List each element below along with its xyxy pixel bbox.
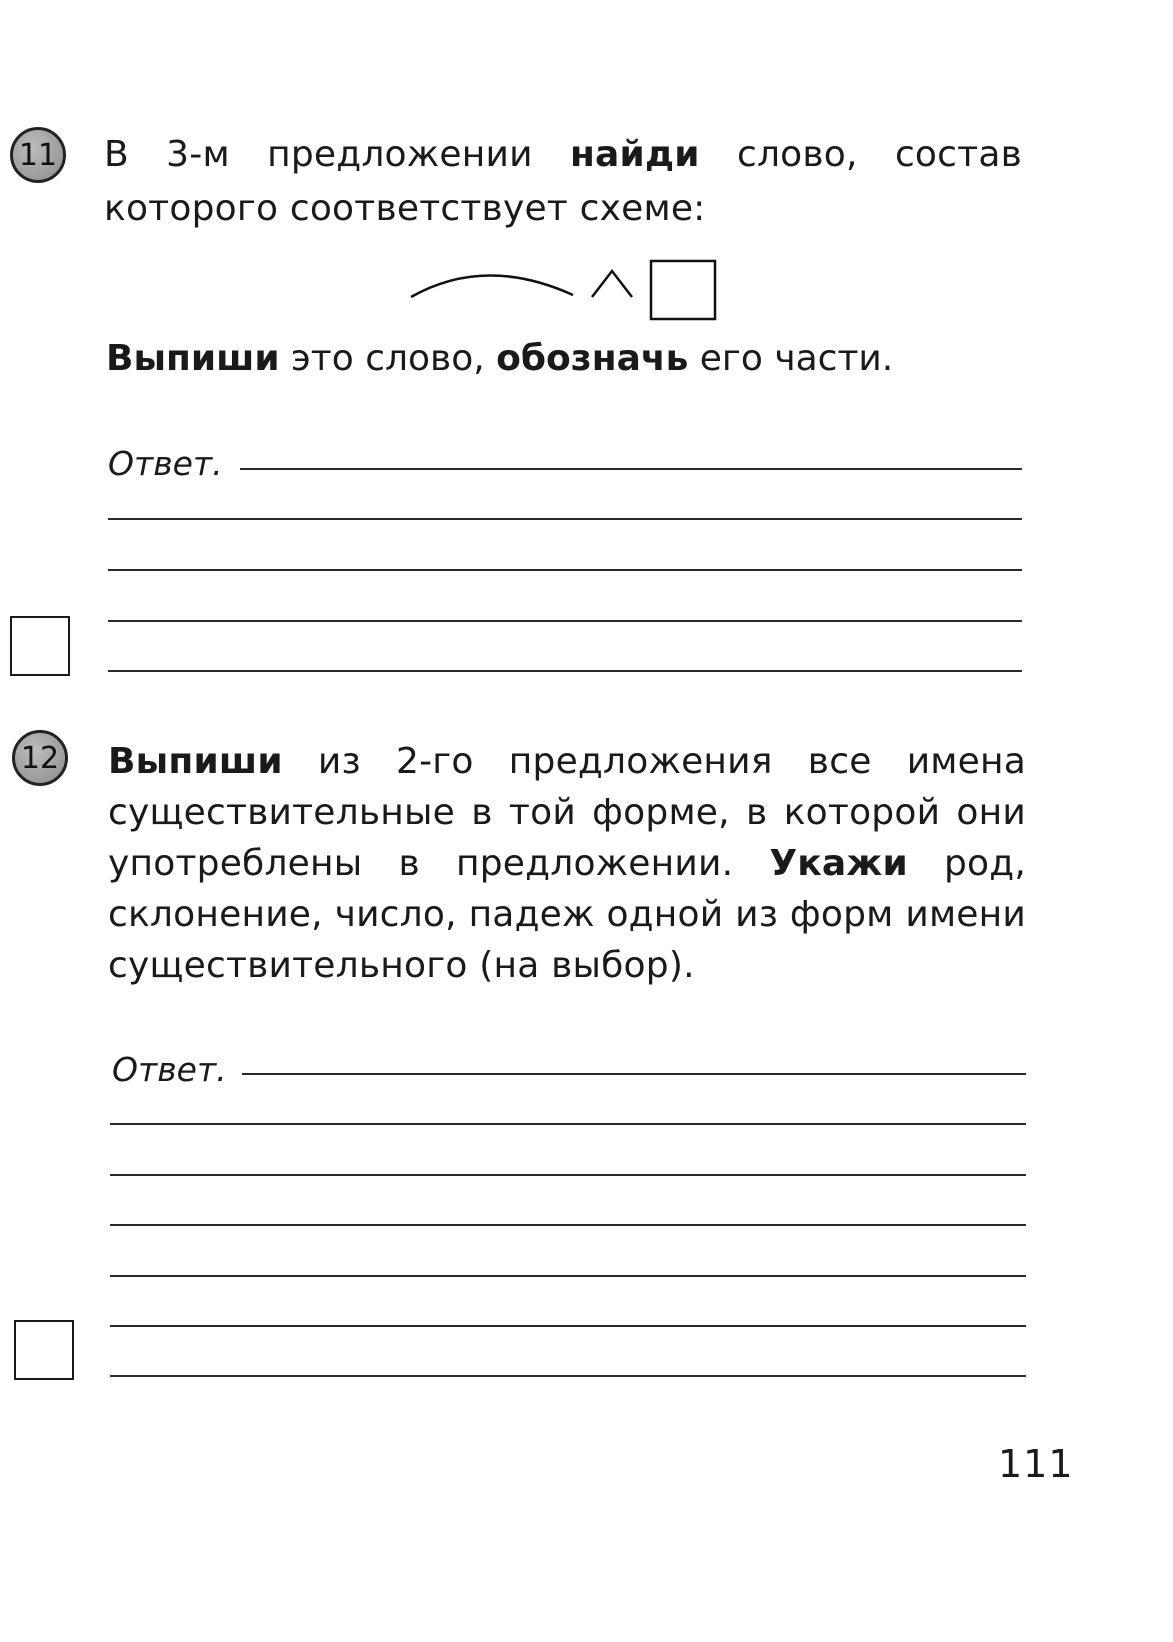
root-arc [411,275,573,297]
task-11-instruction-bold1: Выпиши [106,338,280,379]
ending-box [651,261,715,319]
task-12-answer-line-5[interactable] [110,1275,1026,1277]
task-12-text-bold1: Выпиши [108,741,283,782]
page-number: 111 [998,1442,1074,1486]
task-12-answer-line-1[interactable] [242,1073,1026,1075]
task-12-number: 12 [20,740,60,776]
task-12-answer-label: Ответ. [112,1050,227,1089]
task-11-text-part1: В 3-м предложении [104,134,570,175]
task-11-text [104,128,1022,236]
task-11-answer-line-3[interactable] [108,569,1022,571]
task-12-text-part2: род, склонение, число, падеж одной из форм имени существительного (на выбор). [108,843,1027,986]
task-11-instruction-part2: его части. [688,338,894,379]
suffix-mark [592,271,632,297]
task-12-score-box[interactable] [14,1320,74,1380]
task-11-text-bold1: найди [569,134,700,175]
task-11-answer-line-4[interactable] [108,620,1022,622]
task-11-answer-line-2[interactable] [108,518,1022,520]
task-12-answer-line-6[interactable] [110,1325,1026,1327]
task-11-number: 11 [18,137,58,173]
task-11-instruction-bold2: обозначь [496,338,689,379]
task-11-instruction-part1: это слово, [279,338,497,379]
task-12-answer-line-2[interactable] [110,1123,1026,1125]
task-11-text-part2: слово, состав которого соответствует схеме: [104,134,1023,229]
task-12-number-badge [12,730,68,786]
task-12-answer-line-4[interactable] [110,1224,1026,1226]
task-11-answer-line-5[interactable] [108,670,1022,672]
task-11-score-box[interactable] [10,616,70,676]
task-11-answer-label: Ответ. [108,444,223,483]
task-12-answer-line-3[interactable] [110,1174,1026,1176]
task-12-text-part1: из 2-го предложения все имена существительные в той форме, в которой они употреблены в предложении. [108,741,1026,884]
task-11-instruction [106,332,893,386]
task-12-text [108,736,1026,991]
task-11-answer-line-1[interactable] [240,468,1022,470]
task-11-number-badge [10,127,66,183]
task-12-text-bold2: Укажи [769,843,908,884]
task-12-answer-line-7[interactable] [110,1375,1026,1377]
word-structure-scheme-icon [405,255,725,327]
